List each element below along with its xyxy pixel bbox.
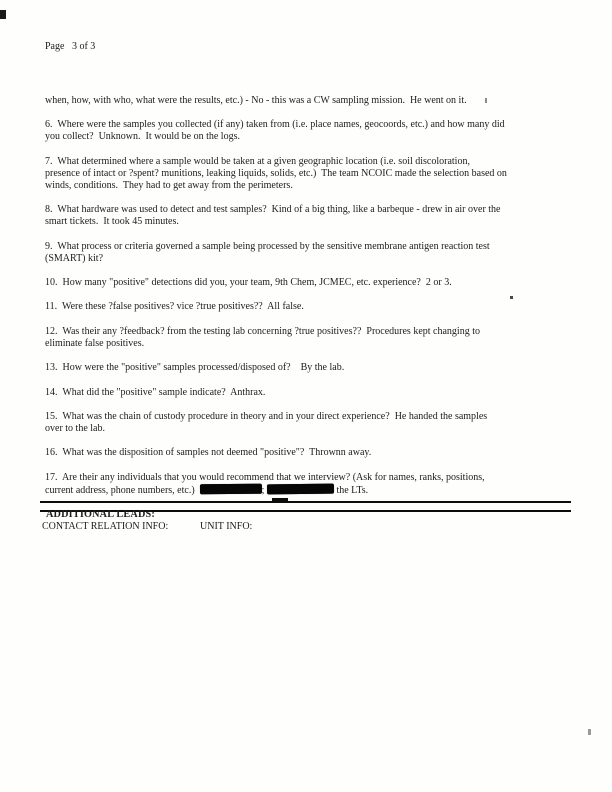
question-10 [45,277,605,289]
text-line: current address, phone numbers, etc.) ; the LTs. [45,484,369,496]
scan-artifact [272,498,288,501]
text-line: (SMART) kit? [45,252,104,264]
question-11 [45,301,605,313]
question-7 [45,156,605,192]
text-line: 16. What was the disposition of samples not deemed "positive"? Thrownn away. [45,447,372,459]
text-line: you collect? Unknown. It would be on the logs. [45,131,240,143]
text-line: 17. Are their any individuals that you would recommend that we interview? (Ask for names, ranks, positions, [45,471,485,483]
intro-continuation [45,95,605,107]
additional-leads-heading: ADDITIONAL LEADS: [46,509,155,520]
text-line: 13. How were the "positive" samples processed/disposed of? By the lab. [45,362,345,374]
text-line: presence of intact or ?spent? munitions, leaking liquids, solids, etc.) The team NCOIC made the selection based on [45,167,507,179]
question-9 [45,241,605,265]
question-17 [45,472,605,496]
text-line: 8. What hardware was used to detect and test samples? Kind of a big thing, like a barbeque - drew in air over the [45,204,501,216]
text-line: winds, conditions. They had to get away from the perimeters. [45,179,293,191]
text-line: when, how, with who, what were the results, etc.) - No - this was a CW sampling mission. He went on it. [45,95,467,106]
text-line: 15. What was the chain of custody procedure in theory and in your direct experience? He handed the samples [45,410,488,422]
scan-artifact [485,98,487,103]
footer-info-line [42,521,572,534]
document-body [45,95,605,508]
scan-artifact [588,729,591,735]
text-line: eliminate false positives. [45,337,145,349]
text-line: 11. Were these ?false positives? vice ?true positives?? All false. [45,301,304,313]
question-16 [45,447,605,459]
redaction-box [200,483,262,494]
redaction-box [267,483,334,494]
question-6 [45,119,605,143]
text-line: 9. What process or criteria governed a sample being processed by the sensitive membrane antigen reaction test [45,240,490,252]
text-line: 12. Was their any ?feedback? from the testing lab concerning ?true positives?? Procedures kept changing to [45,325,480,337]
text-line: over to the lab. [45,422,105,434]
text-line: smart tickets. It took 45 minutes. [45,216,179,228]
text-line: 10. How many "positive" detections did you, your team, 9th Chem, JCMEC, etc. experience? 2 or 3. [45,276,452,288]
unit-info-label: UNIT INFO: [200,521,253,532]
text-line: 14. What did the "positive" sample indicate? Anthrax. [45,386,266,398]
scan-artifact [510,296,513,299]
question-14 [45,387,605,399]
question-8 [45,204,605,228]
page-number-header: Page 3 of 3 [45,41,96,52]
question-15 [45,411,605,435]
contact-relation-info-label: CONTACT RELATION INFO: [42,521,169,532]
text-line: 6. Where were the samples you collected (if any) taken from (i.e. place names, geocoords, etc.) and how many did [45,119,505,131]
question-12 [45,326,605,350]
text-line: 7. What determined where a sample would be taken at a given geographic location (i.e. soil discoloration, [45,155,470,167]
question-13 [45,362,605,374]
scan-corner-mark [0,10,6,19]
